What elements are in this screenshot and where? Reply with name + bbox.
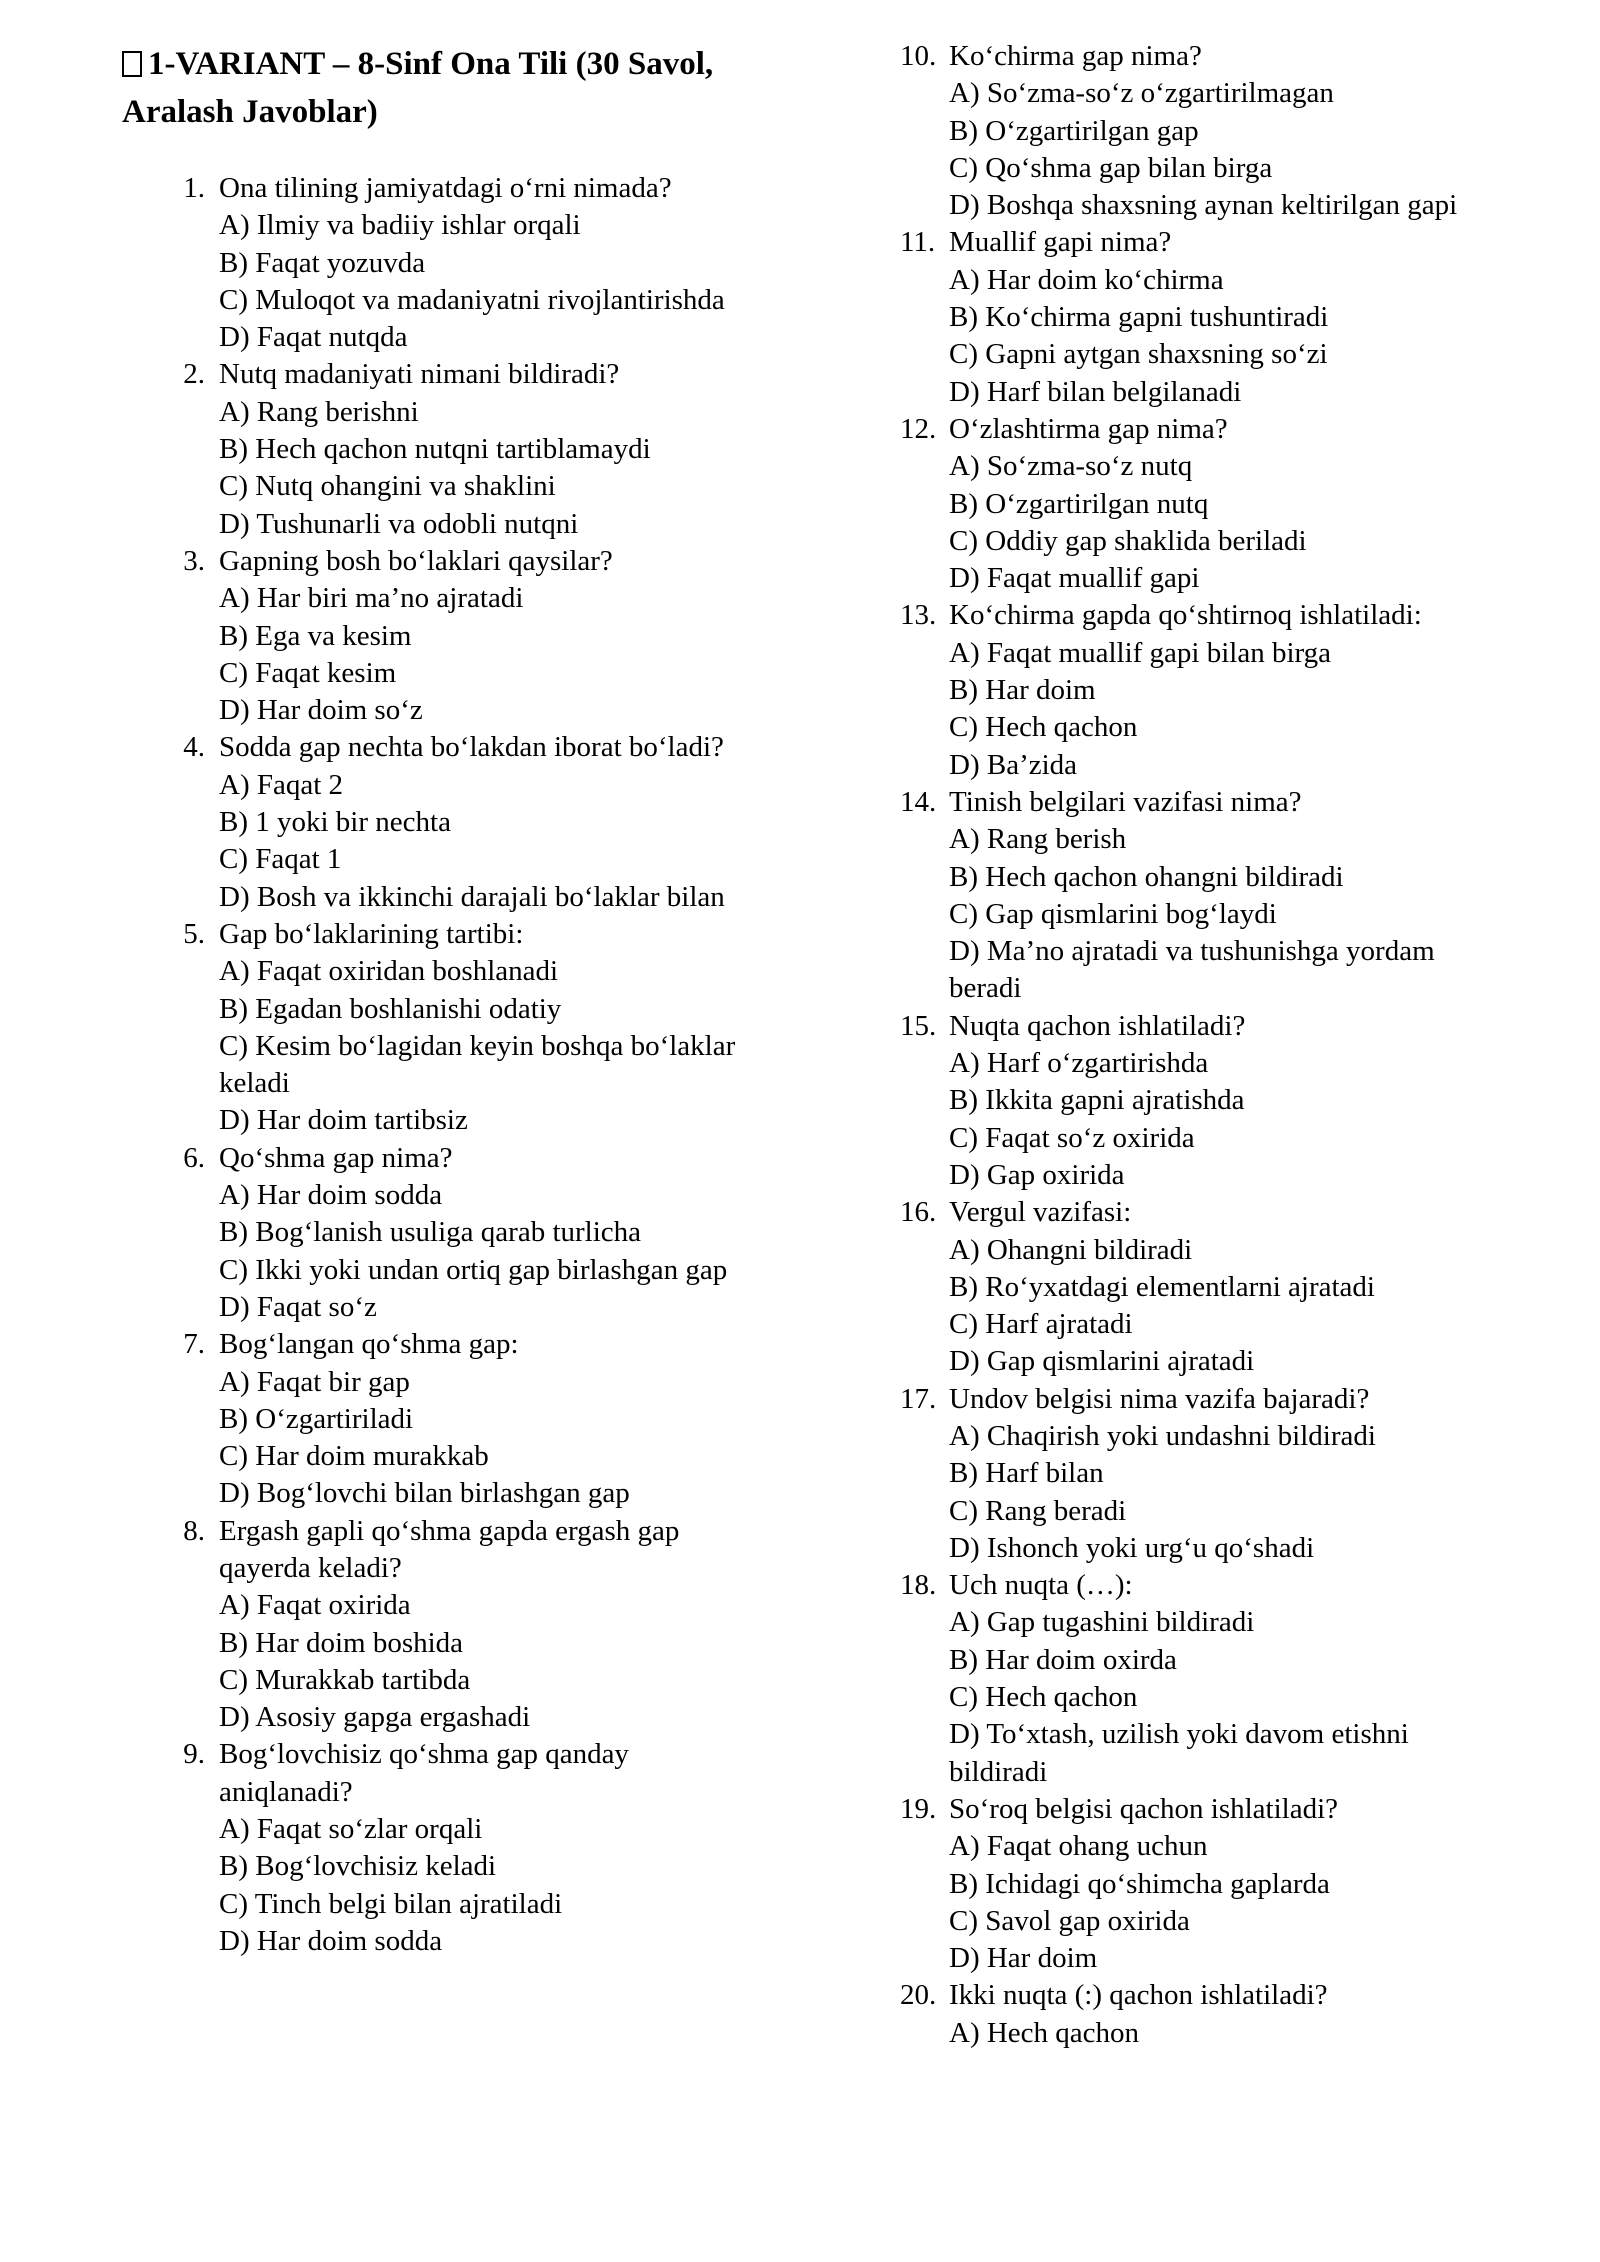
answer-option: B) Ikkita gapni ajratishda — [949, 1084, 1245, 1117]
answer-option: B) 1 yoki bir nechta — [219, 806, 451, 839]
answer-option: D) Har doim — [949, 1942, 1098, 1975]
answer-option: C) Ikki yoki undan ortiq gap birlashgan gap — [219, 1253, 728, 1286]
question-number: 12. — [900, 412, 937, 445]
answer-option: A) Faqat 2 — [219, 768, 344, 801]
question-text: Tinish belgilari vazifasi nima? — [949, 785, 1302, 818]
answer-option: D) Asosiy gapga ergashadi — [219, 1701, 531, 1734]
answer-option: C) Savol gap oxirida — [949, 1904, 1190, 1937]
answer-option: C) Faqat kesim — [219, 656, 397, 689]
question-text: Gap bo‘laklarining tartibi: — [219, 917, 524, 950]
question-number: 18. — [900, 1569, 937, 1602]
answer-option: A) Faqat oxiridan boshlanadi — [219, 955, 559, 988]
answer-option: A) Gap tugashini bildiradi — [949, 1606, 1255, 1639]
questions-column-left — [168, 170, 758, 1960]
question-text: Ko‘chirma gapda qo‘shtirnoq ishlatiladi: — [949, 599, 1422, 632]
answer-option: B) O‘zgartirilgan gap — [949, 114, 1199, 147]
question-item — [900, 1791, 1500, 1977]
question-item — [900, 1977, 1500, 2052]
question-text: Ona tilining jamiyatdagi o‘rni nimada? — [219, 172, 672, 204]
question-number: 1. — [183, 172, 205, 204]
answer-option: D) Bosh va ikkinchi darajali bo‘laklar bilan — [219, 880, 725, 913]
answer-option: B) O‘zgartirilgan nutq — [949, 487, 1209, 520]
question-item — [168, 543, 758, 729]
answer-option: D) Bog‘lovchi bilan birlashgan gap — [219, 1477, 630, 1510]
answer-option: B) Ro‘yxatdagi elementlarni ajratadi — [949, 1270, 1375, 1303]
answer-option: A) Faqat so‘zlar orqali — [219, 1813, 483, 1846]
question-item — [168, 1736, 758, 1960]
question-item — [168, 1140, 758, 1326]
question-item — [900, 1008, 1500, 1194]
answer-option: B) Bog‘lovchisiz keladi — [219, 1850, 497, 1883]
answer-option: B) Har doim — [949, 674, 1096, 707]
answer-option: C) Murakkab tartibda — [219, 1663, 471, 1696]
answer-option: C) Faqat so‘z oxirida — [949, 1121, 1195, 1154]
question-number: 19. — [900, 1792, 937, 1825]
document-title — [122, 40, 762, 136]
answer-option: B) Harf bilan — [949, 1457, 1104, 1490]
question-item — [900, 411, 1500, 597]
question-item — [168, 916, 758, 1140]
answer-option: D) Gap oxirida — [949, 1158, 1125, 1191]
question-number: 5. — [183, 917, 205, 950]
answer-option: C) Oddiy gap shaklida beriladi — [949, 524, 1307, 557]
question-text: Nutq madaniyati nimani bildiradi? — [219, 358, 620, 391]
answer-option: D) Har doim tartibsiz — [219, 1104, 468, 1137]
question-text: Nuqta qachon ishlatiladi? — [949, 1009, 1246, 1042]
question-text: Vergul vazifasi: — [949, 1196, 1132, 1229]
question-number: 11. — [900, 226, 936, 259]
answer-option: C) Hech qachon — [949, 711, 1138, 744]
missing-glyph-icon — [122, 51, 142, 77]
question-text: Muallif gapi nima? — [949, 226, 1172, 259]
answer-option: B) Har doim boshida — [219, 1626, 464, 1659]
answer-option: D) Tushunarli va odobli nutqni — [219, 507, 579, 540]
answer-option: B) O‘zgartiriladi — [219, 1402, 414, 1435]
question-item — [900, 38, 1500, 224]
answer-option: A) Ohangni bildiradi — [949, 1233, 1193, 1266]
question-item — [168, 729, 758, 915]
answer-option: D) Har doim so‘z — [219, 694, 423, 727]
answer-option: D) To‘xtash, uzilish yoki davom etishni bildiradi — [949, 1718, 1409, 1788]
answer-option: A) Harf o‘zgartirishda — [949, 1047, 1209, 1080]
answer-option: C) Qo‘shma gap bilan birga — [949, 151, 1273, 184]
answer-option: A) So‘zma-so‘z o‘zgartirilmagan — [949, 77, 1334, 110]
answer-option: A) Faqat muallif gapi bilan birga — [949, 636, 1332, 669]
question-text: Uch nuqta (…): — [949, 1569, 1133, 1602]
answer-option: B) Egadan boshlanishi odatiy — [219, 992, 562, 1025]
answer-option: C) Har doim murakkab — [219, 1440, 489, 1473]
answer-option: B) Ichidagi qo‘shimcha gaplarda — [949, 1867, 1330, 1900]
answer-option: A) Har doim ko‘chirma — [949, 263, 1224, 296]
question-item — [900, 1381, 1500, 1567]
question-text: Ikki nuqta (:) qachon ishlatiladi? — [949, 1979, 1328, 2012]
answer-option: C) Tinch belgi bilan ajratiladi — [219, 1887, 563, 1920]
question-number: 16. — [900, 1196, 937, 1229]
answer-option: D) Harf bilan belgilanadi — [949, 375, 1242, 408]
answer-option: D) Ma’no ajratadi va tushunishga yordam beradi — [949, 935, 1435, 1005]
answer-option: C) Rang beradi — [949, 1494, 1127, 1527]
question-text: Gapning bosh bo‘laklari qaysilar? — [219, 544, 613, 577]
answer-option: A) Faqat ohang uchun — [949, 1830, 1208, 1863]
question-number: 20. — [900, 1979, 937, 2012]
question-item — [168, 170, 758, 356]
question-item — [168, 356, 758, 542]
answer-option: B) Hech qachon ohangni bildiradi — [949, 860, 1344, 893]
question-number: 4. — [183, 731, 205, 764]
answer-option: D) Gap qismlarini ajratadi — [949, 1345, 1255, 1378]
answer-option: D) Ishonch yoki urg‘u qo‘shadi — [949, 1531, 1315, 1564]
answer-option: A) Faqat bir gap — [219, 1365, 410, 1398]
question-number: 15. — [900, 1009, 937, 1042]
question-text: Ergash gapli qo‘shma gapda ergash gap qayerda keladi? — [219, 1514, 680, 1584]
question-number: 14. — [900, 785, 937, 818]
question-item — [900, 597, 1500, 783]
question-text: Bog‘lovchisiz qo‘shma gap qanday aniqlanadi? — [219, 1738, 629, 1808]
question-item — [900, 1567, 1500, 1791]
answer-option: D) Har doim sodda — [219, 1924, 443, 1957]
answer-option: C) Nutq ohangini va shaklini — [219, 470, 556, 503]
question-number: 13. — [900, 599, 937, 632]
questions-column-right — [900, 38, 1500, 2052]
question-text: Ko‘chirma gap nima? — [949, 40, 1202, 72]
question-number: 17. — [900, 1382, 937, 1415]
answer-option: A) Faqat oxirida — [219, 1589, 411, 1622]
question-number: 3. — [183, 544, 205, 577]
question-number: 6. — [183, 1141, 205, 1174]
question-number: 7. — [183, 1328, 205, 1361]
answer-option: A) Ilmiy va badiiy ishlar orqali — [219, 209, 581, 242]
question-number: 10. — [900, 40, 937, 72]
question-number: 8. — [183, 1514, 205, 1547]
answer-option: B) Faqat yozuvda — [219, 246, 426, 279]
answer-option: A) Hech qachon — [949, 2016, 1140, 2049]
answer-option: C) Faqat 1 — [219, 843, 342, 876]
answer-option: A) Chaqirish yoki undashni bildiradi — [949, 1419, 1376, 1452]
answer-option: C) Kesim bo‘lagidan keyin boshqa bo‘laklar keladi — [219, 1029, 736, 1100]
answer-option: C) Gapni aytgan shaxsning so‘zi — [949, 338, 1328, 371]
title-text: 1-VARIANT – 8-Sinf Ona Tili (30 Savol, Aralash Javoblar) — [122, 46, 714, 130]
answer-option: D) Faqat so‘z — [219, 1290, 377, 1323]
answer-option: A) So‘zma-so‘z nutq — [949, 450, 1193, 483]
answer-option: A) Har biri ma’no ajratadi — [219, 582, 524, 615]
question-text: Bog‘langan qo‘shma gap: — [219, 1328, 519, 1361]
answer-option: D) Faqat nutqda — [219, 321, 408, 354]
question-number: 9. — [183, 1738, 205, 1771]
question-text: O‘zlashtirma gap nima? — [949, 412, 1228, 445]
answer-option: B) Har doim oxirda — [949, 1643, 1177, 1676]
answer-option: B) Ko‘chirma gapni tushuntiradi — [949, 301, 1329, 334]
question-number: 2. — [183, 358, 205, 391]
answer-option: C) Gap qismlarini bog‘laydi — [949, 897, 1277, 930]
answer-option: A) Har doim sodda — [219, 1179, 443, 1212]
answer-option: D) Ba’zida — [949, 748, 1078, 781]
question-text: Undov belgisi nima vazifa bajaradi? — [949, 1382, 1370, 1415]
answer-option: A) Rang berish — [949, 823, 1127, 856]
answer-option: B) Bog‘lanish usuliga qarab turlicha — [219, 1216, 642, 1249]
answer-option: C) Muloqot va madaniyatni rivojlantirishda — [219, 283, 725, 316]
answer-option: D) Faqat muallif gapi — [949, 562, 1200, 595]
question-item — [900, 224, 1500, 410]
question-item — [900, 784, 1500, 1008]
question-text: Qo‘shma gap nima? — [219, 1141, 453, 1174]
answer-option: D) Boshqa shaxsning aynan keltirilgan gapi — [949, 189, 1458, 222]
question-text: So‘roq belgisi qachon ishlatiladi? — [949, 1792, 1339, 1825]
question-item — [168, 1326, 758, 1512]
answer-option: B) Hech qachon nutqni tartiblamaydi — [219, 433, 651, 466]
answer-option: B) Ega va kesim — [219, 619, 412, 652]
answer-option: C) Hech qachon — [949, 1681, 1138, 1714]
question-item — [168, 1513, 758, 1737]
answer-option: C) Harf ajratadi — [949, 1308, 1133, 1341]
question-item — [900, 1194, 1500, 1380]
question-text: Sodda gap nechta bo‘lakdan iborat bo‘ladi? — [219, 731, 724, 764]
answer-option: A) Rang berishni — [219, 395, 419, 428]
